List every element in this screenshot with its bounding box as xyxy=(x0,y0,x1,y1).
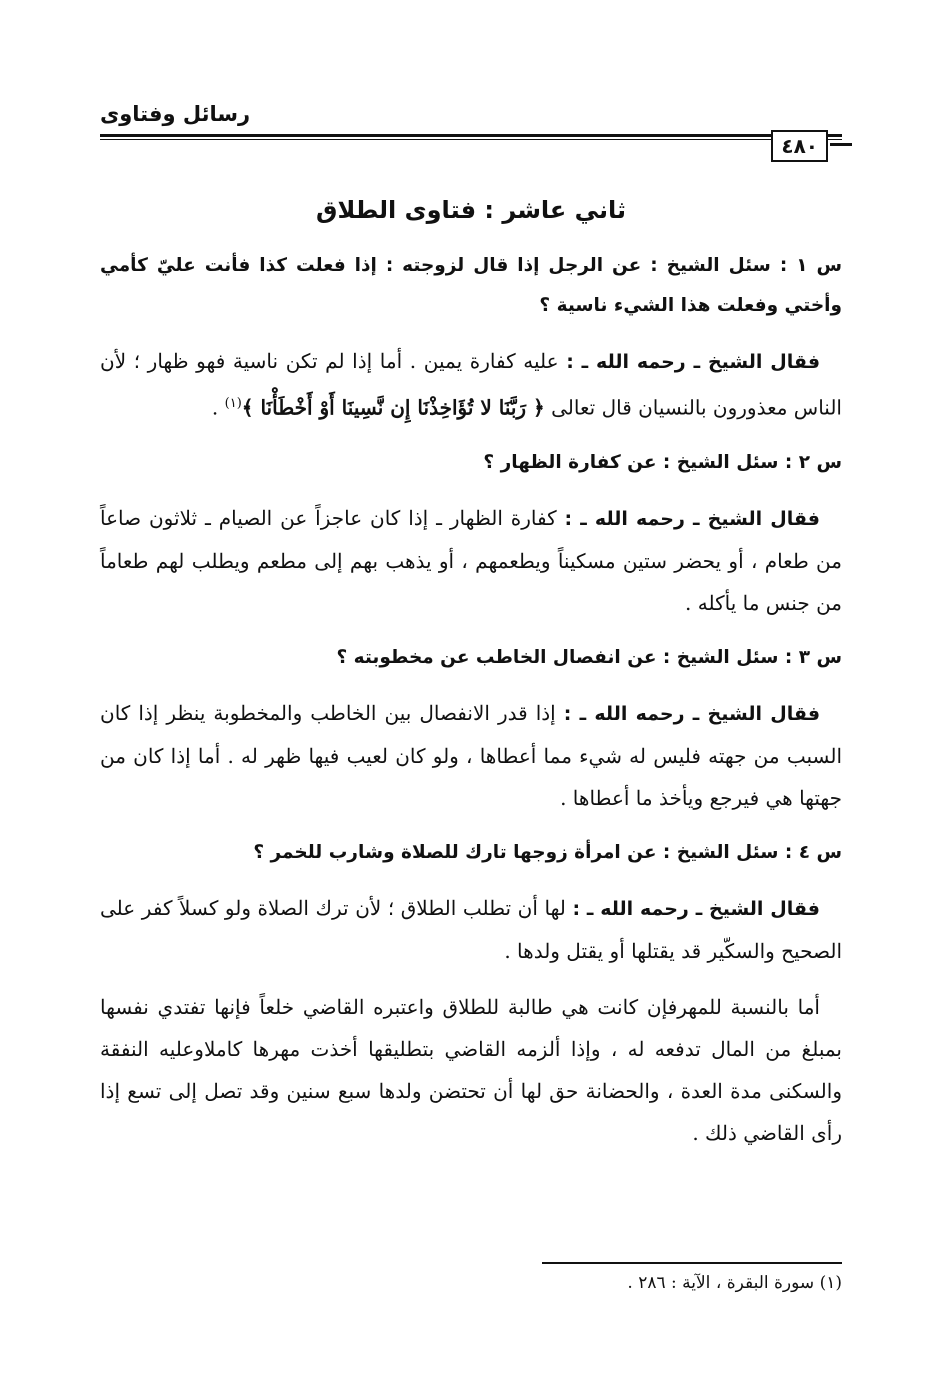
quran-verse: ﴿ رَبَّنَا لا تُؤَاخِذْنَا إِن نَّسِينَا أَوْ أَخْطَأْنَا ﴾ xyxy=(241,395,545,420)
answer-2-lead: فقال الشيخ ـ رحمه الله ـ : xyxy=(564,507,820,530)
running-title: رسائل وفتاوى xyxy=(100,102,251,126)
answer-3-lead: فقال الشيخ ـ رحمه الله ـ : xyxy=(563,702,821,725)
answer-1 xyxy=(100,340,842,429)
header-rule-thick xyxy=(100,134,842,137)
question-3: س ٣ : سئل الشيخ : عن انفصال الخاطب عن مخطوبته ؟ xyxy=(336,646,842,668)
answer-1-text: عليه كفارة يمين . أما إذا لم تكن ناسية فهو ظهار ؛ لأن الناس معذورون بالنسيان قال تعالى xyxy=(100,349,842,420)
footnote-rule xyxy=(542,1262,842,1264)
answer-2 xyxy=(100,497,842,624)
footnote-ref: (١) xyxy=(224,396,242,411)
answer-1-lead: فقال الشيخ ـ رحمه الله ـ : xyxy=(566,351,821,373)
section-title: ثاني عاشر : فتاوى الطلاق xyxy=(315,196,626,224)
answer-4-continued: أما بالنسبة للمهرفإن كانت هي طالبة للطلاق واعتبره القاضي خلعاً فإنها تفتدي نفسها بمبلغ من المال تدفعه له ، وإذا ألزمه القاضي بتطليقها أخذت مهرها كاملاوعليه النفقة والسكنى مدة العدة ، والحضانة حق لها أن تحتضن ولدها سبع سنين وقد تصل إلى تسع إذا رأى القاضي ذلك . xyxy=(100,994,842,1145)
page-content xyxy=(100,190,842,1168)
footnote: (١) سورة البقرة ، الآية : ٢٨٦ . xyxy=(627,1273,842,1293)
answer-4-lead: فقال الشيخ ـ رحمه الله ـ : xyxy=(572,897,821,920)
answer-2-text: كفارة الظهار ـ إذا كان عاجزاً عن الصيام ـ ثلاثون صاعاً من طعام ، أو يحضر ستين مسكيناً ويطعمهم ، أو يذهب بهم إلى مطعم ويطلب لهم طعاماً من جنس ما يأكله . xyxy=(100,505,842,615)
answer-4 xyxy=(100,887,842,972)
header-rule-thin xyxy=(100,139,842,140)
answer-1-tail: . xyxy=(211,395,219,420)
question-4: س ٤ : سئل الشيخ : عن امرأة زوجها تارك للصلاة وشارب للخمر ؟ xyxy=(253,841,842,863)
question-2: س ٢ : سئل الشيخ : عن كفارة الظهار ؟ xyxy=(483,451,842,473)
page-number: ٤٨٠ xyxy=(771,130,828,162)
answer-3-text: إذا قدر الانفصال بين الخاطب والمخطوبة ينظر إذا كان السبب من جهته فليس له شيء مما أعطاها ، ولو كان لعيب فيها ظهر له . أما إذا كان من جهتها هي فيرجع ويأخذ ما أعطاها . xyxy=(100,700,842,810)
book-page xyxy=(100,90,842,1310)
question-1: س ١ : سئل الشيخ : عن الرجل إذا قال لزوجته : إذا فعلت كذا فأنت عليّ كأمي وأختي وفعلت هذا الشيء ناسية ؟ xyxy=(100,255,842,316)
answer-3 xyxy=(100,692,842,819)
answer-4-text: لها أن تطلب الطلاق ؛ لأن ترك الصلاة ولو كسلاً كفر على الصحيح والسكّير قد يقتلها أو يقتل ولدها . xyxy=(100,895,842,963)
